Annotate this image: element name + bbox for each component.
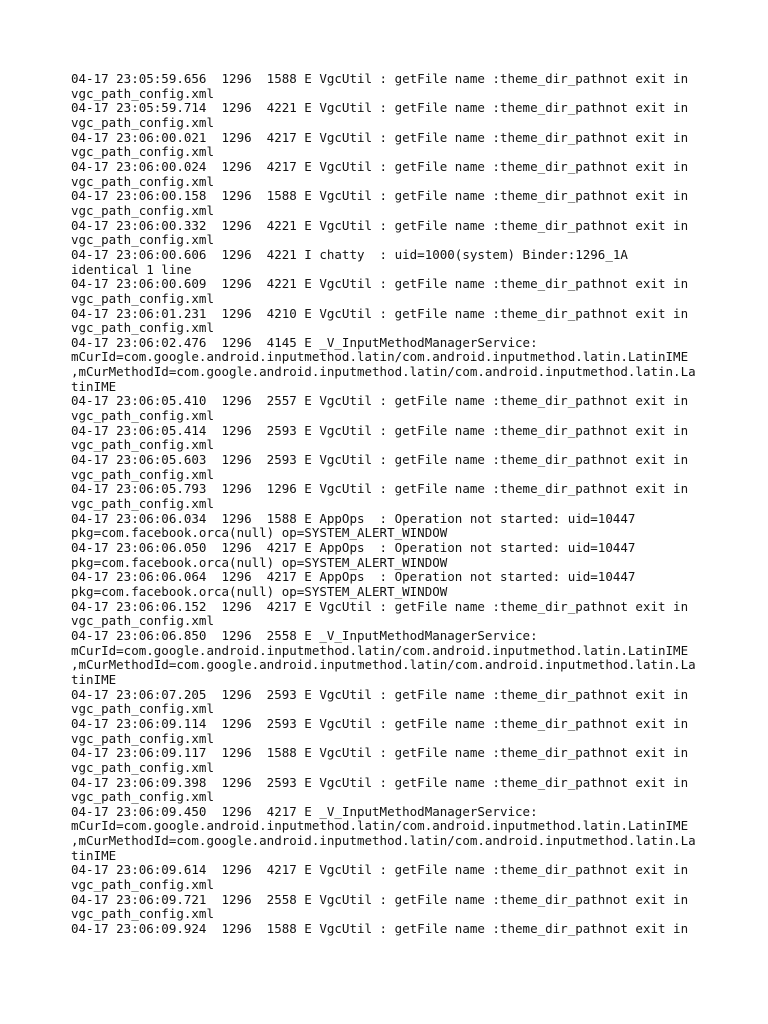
log-line: 04-17 23:06:02.476 1296 4145 E _V_InputMethodManagerService: (71, 334, 538, 350)
log-line: ,mCurMethodId=com.google.android.inputmethod.latin/com.android.inputmethod.latin.La (71, 364, 696, 380)
log-line: 04-17 23:06:09.450 1296 4217 E _V_InputMethodManagerService: (71, 803, 538, 819)
log-line: mCurId=com.google.android.inputmethod.latin/com.android.inputmethod.latin.LatinIME (71, 818, 689, 834)
log-line: pkg=com.facebook.orca(null) op=SYSTEM_ALERT_WINDOW (71, 583, 448, 599)
log-line: ,mCurMethodId=com.google.android.inputmethod.latin/com.android.inputmethod.latin.La (71, 833, 696, 849)
log-line: 04-17 23:06:05.410 1296 2557 E VgcUtil : getFile name :theme_dir_pathnot exit in (71, 393, 689, 409)
log-line: 04-17 23:06:05.603 1296 2593 E VgcUtil : getFile name :theme_dir_pathnot exit in (71, 452, 689, 468)
log-text-body (71, 72, 731, 937)
log-line: 04-17 23:06:00.021 1296 4217 E VgcUtil : getFile name :theme_dir_pathnot exit in (71, 129, 689, 145)
log-line: vgc_path_config.xml (71, 877, 214, 893)
log-line: 04-17 23:06:09.614 1296 4217 E VgcUtil : getFile name :theme_dir_pathnot exit in (71, 862, 689, 878)
log-line: 04-17 23:06:09.721 1296 2558 E VgcUtil : getFile name :theme_dir_pathnot exit in (71, 891, 689, 907)
log-line: vgc_path_config.xml (71, 202, 214, 218)
log-line: vgc_path_config.xml (71, 114, 214, 130)
log-line: vgc_path_config.xml (71, 759, 214, 775)
log-line: 04-17 23:06:09.398 1296 2593 E VgcUtil : getFile name :theme_dir_pathnot exit in (71, 774, 689, 790)
log-line: 04-17 23:06:07.205 1296 2593 E VgcUtil : getFile name :theme_dir_pathnot exit in (71, 686, 689, 702)
log-line: identical 1 line (71, 261, 192, 277)
log-line: 04-17 23:06:06.034 1296 1588 E AppOps : Operation not started: uid=10447 (71, 510, 636, 526)
log-line: 04-17 23:06:06.050 1296 4217 E AppOps : Operation not started: uid=10447 (71, 540, 636, 555)
log-line: vgc_path_config.xml (71, 290, 214, 306)
log-line: vgc_path_config.xml (71, 701, 214, 717)
log-line: 04-17 23:05:59.714 1296 4221 E VgcUtil : getFile name :theme_dir_pathnot exit in (71, 100, 689, 116)
log-line: 04-17 23:05:59.656 1296 1588 E VgcUtil : getFile name :theme_dir_pathnot exit in (71, 71, 689, 86)
log-line: 04-17 23:06:00.332 1296 4221 E VgcUtil : getFile name :theme_dir_pathnot exit in (71, 217, 689, 233)
log-line: vgc_path_config.xml (71, 320, 214, 336)
log-line: 04-17 23:06:00.606 1296 4221 I chatty : uid=1000(system) Binder:1296_1A (71, 246, 628, 262)
log-line: 04-17 23:06:06.064 1296 4217 E AppOps : Operation not started: uid=10447 (71, 569, 636, 585)
log-line: 04-17 23:06:05.793 1296 1296 E VgcUtil : getFile name :theme_dir_pathnot exit in (71, 481, 689, 497)
log-line: mCurId=com.google.android.inputmethod.latin/com.android.inputmethod.latin.LatinIME (71, 642, 689, 658)
log-line: vgc_path_config.xml (71, 906, 214, 922)
log-line: pkg=com.facebook.orca(null) op=SYSTEM_ALERT_WINDOW (71, 525, 448, 541)
log-line: vgc_path_config.xml (71, 85, 214, 101)
log-line: vgc_path_config.xml (71, 466, 214, 482)
log-line: 04-17 23:06:00.024 1296 4217 E VgcUtil : getFile name :theme_dir_pathnot exit in (71, 158, 689, 174)
log-line: pkg=com.facebook.orca(null) op=SYSTEM_ALERT_WINDOW (71, 554, 448, 570)
log-line: tinIME (71, 847, 117, 863)
log-line: 04-17 23:06:06.850 1296 2558 E _V_InputMethodManagerService: (71, 627, 538, 643)
log-line: vgc_path_config.xml (71, 613, 214, 629)
log-line: 04-17 23:06:05.414 1296 2593 E VgcUtil : getFile name :theme_dir_pathnot exit in (71, 422, 689, 438)
log-line: mCurId=com.google.android.inputmethod.latin/com.android.inputmethod.latin.LatinIME (71, 349, 689, 365)
log-line: 04-17 23:06:00.609 1296 4221 E VgcUtil : getFile name :theme_dir_pathnot exit in (71, 276, 689, 292)
log-line: vgc_path_config.xml (71, 173, 214, 189)
log-line: vgc_path_config.xml (71, 437, 214, 453)
log-line: vgc_path_config.xml (71, 144, 214, 160)
log-line: vgc_path_config.xml (71, 730, 214, 746)
log-line: ,mCurMethodId=com.google.android.inputmethod.latin/com.android.inputmethod.latin.La (71, 657, 696, 673)
log-line: tinIME (71, 378, 117, 394)
log-line: 04-17 23:06:00.158 1296 1588 E VgcUtil : getFile name :theme_dir_pathnot exit in (71, 188, 689, 204)
log-line: 04-17 23:06:01.231 1296 4210 E VgcUtil : getFile name :theme_dir_pathnot exit in (71, 305, 689, 321)
log-line: vgc_path_config.xml (71, 408, 214, 424)
log-line: 04-17 23:06:09.117 1296 1588 E VgcUtil : getFile name :theme_dir_pathnot exit in (71, 745, 689, 761)
log-line: vgc_path_config.xml (71, 496, 214, 512)
log-line: 04-17 23:06:06.152 1296 4217 E VgcUtil : getFile name :theme_dir_pathnot exit in (71, 598, 689, 614)
log-line: 04-17 23:06:09.114 1296 2593 E VgcUtil : getFile name :theme_dir_pathnot exit in (71, 715, 689, 731)
log-line: tinIME (71, 671, 117, 687)
log-line: vgc_path_config.xml (71, 232, 214, 248)
log-line: vgc_path_config.xml (71, 789, 214, 805)
log-line: 04-17 23:06:09.924 1296 1588 E VgcUtil : getFile name :theme_dir_pathnot exit in (71, 921, 689, 937)
